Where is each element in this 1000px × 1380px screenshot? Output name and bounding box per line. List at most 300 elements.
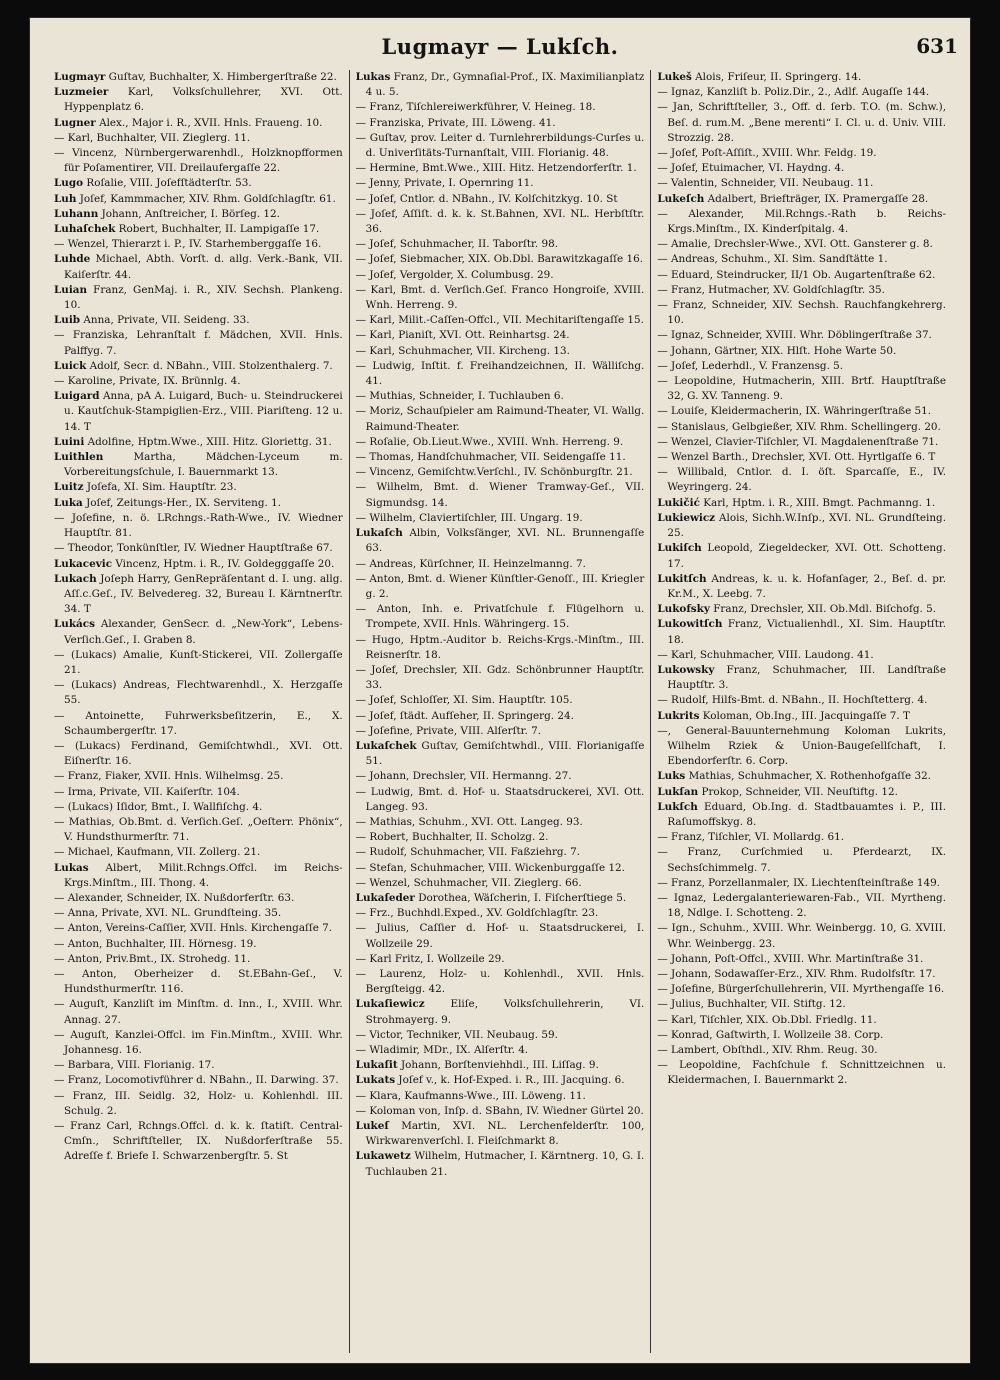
directory-entry [657, 283, 946, 298]
directory-entry [657, 967, 946, 982]
directory-entry [54, 1089, 343, 1119]
entry-details: — Wenzel, Schuhmacher, VII. Zieglerg. 66. [355, 876, 582, 889]
entry-details: — Rudolf, Hilfs-Bmt. d. NBahn., II. Hochſtetterg. 4. [657, 694, 928, 707]
directory-entry [356, 450, 645, 465]
directory-entry [657, 404, 946, 419]
entry-details: Mathias, Schuhmacher, X. Rothenhofgaſſe 32. [685, 770, 931, 783]
entry-surname: Luigard [54, 390, 100, 403]
entry-details: — Anton, Inh. e. Privatſchule f. Flügelhorn u. Trompete, XVII. Hnls. Währingerg. 15. [355, 603, 645, 631]
entry-details: — Roſalie, Ob.Lieut.Wwe., XVIII. Wnh. Herreng. 9. [355, 435, 624, 448]
directory-entry [54, 1028, 343, 1058]
entry-details: — Klara, Kaufmanns-Wwe., III. Löweng. 11. [355, 1089, 586, 1102]
entry-details: — Andreas, Kürſchner, II. Heinzelmanng. 7. [355, 557, 586, 570]
directory-entry [356, 480, 645, 510]
entry-details: — Johann, Sodawaſſer-Erz., XIV. Rhm. Rudolfsſtr. 17. [657, 967, 936, 980]
entry-details: — Mathias, Schuhm., XVI. Ott. Langeg. 93. [355, 815, 583, 828]
directory-entry [657, 876, 946, 891]
directory-entry [54, 891, 343, 906]
entry-surname: Luhaſchek [54, 223, 116, 236]
directory-entry [54, 648, 343, 678]
directory-entry [657, 252, 946, 267]
entry-details: — Karoline, Private, IX. Brünnlg. 4. [54, 375, 241, 388]
entry-details: — Franz, Schneider, XIV. Sechsh. Rauchfangkehrerg. 10. [657, 299, 947, 327]
directory-entry [54, 252, 343, 282]
entry-details: Alois, Friſeur, II. Springerg. 14. [691, 71, 862, 83]
directory-entry [356, 633, 645, 663]
directory-entry [356, 252, 645, 267]
entry-details: — Leopoldine, Hutmacherin, XIII. Brtf. Hauptſtraße 32, G. XV. Tanneng. 9. [657, 375, 947, 403]
entry-details: — Leopoldine, Fachſchule f. Schnittzeichnen u. Kleidermachen, I. Bauernmarkt 2. [657, 1059, 947, 1087]
entry-surname: Lukach [54, 572, 97, 585]
directory-entry [356, 1104, 645, 1119]
directory-entry [657, 420, 946, 435]
directory-entry [54, 572, 343, 618]
directory-entry [356, 526, 645, 556]
directory-entry [657, 1058, 946, 1088]
entry-details: — Ludwig, Inſtit. f. Freihandzeichnen, II. Wälliſchg. 41. [355, 359, 645, 388]
directory-entry [54, 435, 343, 450]
directory-entry [657, 1043, 946, 1058]
directory-entry [54, 845, 343, 860]
entry-surname: Luian [54, 283, 88, 296]
directory-entry [356, 967, 645, 997]
entry-surname: Luh [54, 192, 77, 205]
directory-entry [657, 298, 946, 328]
entry-details: — Wilhelm, Bmt. d. Wiener Tramway-Geſ., VII. Sigmundsg. 14. [355, 481, 645, 509]
entry-details: Alois, Sichh.W.Inſp., XVI. NL. Grundſteing. 25. [667, 511, 947, 540]
directory-entry [54, 222, 343, 237]
entry-details: Franz, Victualienhdl., XI. Sim. Hauptſtr. 18. [667, 618, 947, 646]
column-1 [48, 70, 349, 1353]
directory-entry [657, 268, 946, 283]
directory-entry [356, 876, 645, 891]
directory-entry [657, 800, 946, 830]
entry-surname: Lukſan [657, 785, 699, 798]
entry-details: Karl, Volksſchullehrer, XVI. Ott. Hyppenplatz 6. [64, 86, 343, 114]
entry-details: — Joſefine, n. ö. LRchngs.-Rath-Wwe., IV. Wiedner Hauptſtr. 81. [54, 511, 343, 540]
page-header [30, 34, 970, 64]
entry-details: Alex., Major i. R., XVII. Hnls. Fraueng. 10. [95, 116, 323, 129]
directory-entry [54, 541, 343, 556]
directory-entry [54, 952, 343, 967]
directory-entry [54, 192, 343, 207]
entry-details: Joſef v., k. Hof-Exped. i. R., III. Jacquing. 6. [395, 1074, 625, 1087]
entry-details: — Muthias, Schneider, I. Tuchlauben 6. [355, 390, 564, 403]
directory-entry [657, 359, 946, 374]
entry-details: — Joſef, Cntlor. d. NBahn., IV. Kolſchitzkyg. 10. St [355, 192, 618, 205]
entry-surname: Luini [54, 435, 85, 448]
directory-entry [356, 724, 645, 739]
directory-entry [356, 192, 645, 207]
entry-details: — Hermine, Bmt.Wwe., XIII. Hitz. Hetzendorferſtr. 1. [355, 162, 637, 175]
entry-details: — Franziska, Private, III. Löweng. 41. [355, 116, 556, 129]
entry-details: Anna, pA A. Luigard, Buch- u. Steindruckerei u. Kautſchuk-Stampiglien-Erz., VIII. Piariſteng. 12 u. 14. T [64, 390, 343, 433]
directory-entry [657, 952, 946, 967]
directory-entry [54, 450, 343, 480]
entry-surname: Luzmeier [54, 86, 109, 99]
entry-details: — Theodor, Tonkünſtler, IV. Wiedner Hauptſtraße 67. [54, 542, 333, 555]
entry-details: — Joſef, Lederhdl., V. Franzensg. 5. [657, 359, 844, 372]
entry-details: Joſefa, XI. Sim. Hauptſtr. 23. [83, 481, 237, 494]
entry-details: — Johann, Poſt-Offcl., XVIII. Whr. Martinſtraße 31. [657, 952, 924, 965]
directory-entry [657, 100, 946, 146]
entry-details: — Thomas, Handſchuhmacher, VII. Seidengaſſe 11. [355, 451, 626, 464]
entry-details: — Konrad, Gaſtwirth, I. Wollzeile 38. Corp. [657, 1028, 884, 1041]
directory-entry [356, 693, 645, 708]
directory-entry [54, 480, 343, 495]
entry-details: — Karl, Buchhalter, VII. Zieglerg. 11. [54, 131, 251, 144]
entry-details: — Robert, Buchhalter, II. Scholzg. 2. [355, 831, 549, 844]
entry-details: — Anton, Bmt. d. Wiener Künſtler-Genoſſ., III. Kriegler g. 2. [355, 572, 645, 600]
entry-details: — Louiſe, Kleidermacherin, IX. Währingerſtraße 51. [657, 405, 932, 418]
entry-details: Wilhelm, Hutmacher, I. Kärntnerg. 10, G. I. Tuchlauben 21. [365, 1150, 645, 1178]
directory-entry [356, 845, 645, 860]
directory-entry [657, 830, 946, 845]
entry-surname: Lukitſch [657, 572, 707, 585]
entry-details: — Wenzel Barth., Drechsler, XVI. Ott. Hyrtlgaſſe 6. T [657, 451, 936, 464]
directory-entry [657, 192, 946, 207]
entry-details: — (Lukacs) Amalie, Kunſt-Stickerei, VII. Zollergaſſe 21. [54, 648, 343, 676]
entry-details: — Ign., Schuhm., XVIII. Whr. Weinbergg. 10, G. XVIII. Whr. Weinbergg. 23. [657, 922, 947, 950]
entry-details: — Frz., Buchhdl.Exped., XV. Goldſchlagſtr. 23. [355, 907, 599, 920]
entry-details: Michael, Abth. Vorſt. d. allg. Verk.-Bank, VII. Kaiſerſtr. 44. [64, 253, 343, 281]
directory-entry [657, 693, 946, 708]
entry-details: — Joſef, Etuimacher, VI. Haydng. 4. [657, 162, 845, 175]
directory-entry [657, 648, 946, 663]
entry-details: Franz, Dr., Gymnaſial-Prof., IX. Maximilianplatz 4 u. 5. [365, 71, 645, 99]
directory-entry [356, 1149, 645, 1179]
directory-entry [657, 237, 946, 252]
entry-details: — Joſef, Poſt-Aſſiſt., XVIII. Whr. Feldg. 19. [657, 147, 877, 160]
directory-entry [657, 982, 946, 997]
entry-details: — Andreas, Schuhm., XI. Sim. Sandſtätte 1. [657, 253, 888, 266]
entry-details: — Wenzel, Thierarzt i. P., IV. Starhemberggaſſe 16. [54, 238, 322, 251]
entry-details: — Victor, Techniker, VII. Neubaug. 59. [355, 1028, 558, 1041]
entry-details: Joſef, Zeitungs-Her., IX. Serviteng. 1. [82, 496, 282, 509]
directory-entry [356, 268, 645, 283]
directory-entry [356, 663, 645, 693]
entry-details: — Franz, Hutmacher, XV. Goldſchlagſtr. 35. [657, 283, 885, 296]
entry-details: — Franziska, Lehranſtalt f. Mädchen, XVII. Hnls. Palffyg. 7. [54, 329, 343, 357]
directory-entry [657, 146, 946, 161]
entry-details: — Joſefine, Bürgerſchullehrerin, VII. Myrthengaſſe 16. [657, 983, 945, 996]
directory-entry [54, 374, 343, 389]
directory-entry [356, 739, 645, 769]
directory-entry [356, 906, 645, 921]
directory-entry [356, 572, 645, 602]
entry-details: Guſtav, Buchhalter, X. Himbergerſtraße 22. [105, 71, 337, 83]
entry-details: — Mathias, Ob.Bmt. d. Verſich.Geſ. „Oeſterr. Phönix“, V. Hundsthurmerſtr. 71. [54, 815, 343, 844]
entry-details: — Irma, Private, VII. Kaiſerſtr. 104. [54, 785, 240, 798]
entry-details: — Joſef, Vergolder, X. Columbusg. 29. [355, 268, 554, 281]
directory-entry [356, 785, 645, 815]
directory-entry [54, 785, 343, 800]
directory-entry [54, 1119, 343, 1165]
entry-details: Vincenz, Hptm. i. R., IV. Goldegggaſſe 20. [112, 557, 335, 570]
directory-entry [657, 496, 946, 511]
directory-entry [54, 557, 343, 572]
directory-entry [356, 557, 645, 572]
entry-details: Alexander, GenSecr. d. „New-York“, Lebens-Verſich.Geſ., I. Graben 8. [64, 618, 343, 646]
column-2 [349, 70, 651, 1353]
entry-details: — Joſef, Schloſſer, XI. Sim. Hauptſtr. 105. [355, 694, 573, 707]
entry-details: — Moriz, Schauſpieler am Raimund-Theater, VI. Wallg. Raimund-Theater. [355, 405, 645, 433]
entry-details: — Stefan, Schuhmacher, VIII. Wickenburggaſſe 12. [355, 861, 625, 874]
entry-details: — Laurenz, Holz- u. Kohlenhdl., XVII. Hnls. Bergſteigg. 42. [355, 967, 645, 996]
directory-entry [657, 785, 946, 800]
directory-entry [356, 131, 645, 161]
directory-entry [54, 800, 343, 815]
directory-entry [356, 344, 645, 359]
entry-surname: Luhde [54, 253, 91, 266]
directory-entry [54, 328, 343, 358]
entry-surname: Lukaſiewicz [355, 998, 425, 1011]
directory-entry [657, 207, 946, 237]
directory-entry [54, 967, 343, 997]
entry-details: — (Lukacs) Iſidor, Bmt., I. Wallfiſchg. 4. [54, 800, 263, 813]
directory-entry [54, 237, 343, 252]
entry-surname: Lukrits [657, 709, 700, 722]
directory-entry [54, 207, 343, 222]
entry-details: Roſalie, VIII. Joſefſtädterſtr. 53. [83, 177, 252, 190]
entry-details: — Joſef, Drechsler, XII. Gdz. Schönbrunner Hauptſtr. 33. [355, 663, 645, 692]
entry-details: Joſef, Kammmacher, XIV. Rhm. Goldſchlagſtr. 61. [76, 192, 336, 205]
directory-entry [356, 1058, 645, 1073]
entry-details: — Anna, Private, XVI. NL. Grundſteing. 35. [54, 907, 282, 920]
entry-details: — Ignaz, Schneider, XVIII. Whr. Döblingerſtraße 37. [657, 329, 932, 342]
directory-entry [54, 176, 343, 191]
directory-entry [657, 572, 946, 602]
directory-entry [657, 617, 946, 647]
entry-details: — Vincenz, Nürnbergerwarenhdl., Holzknopfformen für Poſamentirer, VII. Dreilaufergaſſe 22. [54, 147, 343, 175]
entry-surname: Lukeſ [355, 1120, 389, 1133]
directory-entry [54, 861, 343, 891]
entry-surname: Lukacevic [54, 557, 113, 570]
entry-details: — (Lukacs) Andreas, Flechtwarenhdl., X. Herzgaſſe 55. [54, 679, 343, 707]
directory-entry [54, 617, 343, 647]
entry-details: — Wilhelm, Claviertiſchler, III. Ungarg. 19. [355, 511, 583, 524]
directory-entry [657, 161, 946, 176]
entry-details: — Ignaz, Kanzliſt b. Poliz.Dir., 2., Adlf. Augaſſe 144. [657, 86, 930, 99]
entry-details: Prokop, Schneider, VII. Neuſtiftg. 12. [698, 785, 898, 798]
directory-entry [54, 85, 343, 115]
directory-entry [54, 739, 343, 769]
entry-details: — Karl, Tiſchler, XIX. Ob.Dbl. Friedlg. 11. [657, 1013, 877, 1026]
directory-entry [657, 1028, 946, 1043]
directory-entry [356, 404, 645, 434]
directory-page [30, 18, 970, 1363]
entry-surname: Luka [54, 496, 83, 509]
entry-details: — Michael, Kaufmann, VII. Zollerg. 21. [54, 846, 261, 859]
entry-details: — Ignaz, Ledergalanteriewaren-Fab., VII. Myrtheng. 18, Ndlge. I. Schotteng. 2. [657, 891, 947, 920]
entry-details: — Karl Fritz, I. Wollzeile 29. [355, 952, 505, 965]
entry-details: — Anton, Oberheizer d. St.EBahn-Geſ., V. Hundsthurmerſtr. 116. [54, 967, 343, 996]
entry-details: — Johann, Gärtner, XIX. Hlſt. Hohe Warte 50. [657, 344, 897, 357]
directory-entry [356, 1043, 645, 1058]
directory-entry [657, 450, 946, 465]
directory-entry [356, 359, 645, 389]
entry-details: Robert, Buchhalter, II. Lampigaſſe 17. [115, 223, 320, 236]
directory-entry [356, 861, 645, 876]
entry-details: — Lambert, Obſthdl., XIV. Rhm. Reug. 30. [657, 1044, 878, 1056]
entry-details: — Julius, Buchhalter, VII. Stiftg. 12. [657, 998, 846, 1011]
entry-details: — Stanislaus, Gelbgießer, XIV. Rhm. Schellingerg. 20. [657, 420, 941, 433]
directory-entry [54, 709, 343, 739]
entry-surname: Luithlen [54, 451, 104, 464]
entry-surname: Lukſch [657, 800, 698, 813]
directory-entry [356, 237, 645, 252]
entry-surname: Lukas [54, 861, 89, 874]
directory-entry [54, 131, 343, 146]
directory-entry [356, 921, 645, 951]
entry-details: — Karl, Milit.-Caſſen-Offcl., VII. Mechitariſtengaſſe 15. [355, 314, 644, 327]
directory-entry [356, 830, 645, 845]
entry-surname: Lugmayr [54, 71, 106, 83]
entry-surname: Lukaſchek [355, 739, 417, 752]
entry-surname: Lukawetz [355, 1150, 411, 1163]
entry-details: — Wladimir, MDr., IX. Alſerſtr. 4. [355, 1044, 529, 1056]
entry-details: — Jenny, Private, I. Opernring 11. [355, 177, 534, 190]
entry-details: Guſtav, Gemiſchtwhdl., VIII. Florianigaſſe 51. [365, 739, 645, 768]
directory-entry [54, 769, 343, 784]
directory-entry [356, 952, 645, 967]
entry-details: — Joſef, Siebmacher, XIX. Ob.Dbl. Barawitzkagaſſe 16. [355, 253, 643, 266]
directory-entry [54, 116, 343, 131]
directory-entry [657, 541, 946, 571]
entry-surname: Lugo [54, 177, 84, 190]
directory-entry [657, 663, 946, 693]
entry-surname: Lukács [54, 618, 95, 631]
entry-surname: Lukiſch [657, 542, 702, 555]
directory-entry [54, 815, 343, 845]
entry-surname: Luks [657, 770, 686, 783]
directory-entry [54, 359, 343, 374]
directory-entry [54, 146, 343, 176]
directory-entry [356, 1119, 645, 1149]
directory-entry [54, 70, 343, 85]
directory-entry [54, 937, 343, 952]
directory-entry [657, 465, 946, 495]
entry-details: — Franz, Tiſchler, VI. Mollardg. 61. [657, 831, 845, 844]
directory-entry [657, 891, 946, 921]
entry-details: Joſeph Harry, GenRepräſentant d. I. ung. allg. Aſſ.c.Geſ., IV. Belvedereg. 32, Bureau I. Kärntnerſtr. 34. T [64, 572, 343, 616]
entry-details: —, General-Bauunternehmung Koloman Lukrits, Wilhelm Rziek & Union-Baugeſellſchaft, I. Ebendorferſtr. 6. Corp. [657, 724, 947, 768]
entry-surname: Luib [54, 314, 81, 327]
entry-details: Martha, Mädchen-Lyceum m. Vorbereitungsſchule, I. Bauernmarkt 13. [64, 451, 343, 479]
entry-details: — Auguſt, Kanzliſt im Minſtm. d. Inn., I., XVIII. Whr. Annag. 27. [54, 998, 343, 1026]
directory-entry [356, 511, 645, 526]
entry-details: — Karl, Bmt. d. Verſich.Geſ. Franco Hongroiſe, XVIII. Wnh. Herreng. 9. [355, 283, 645, 312]
entry-details: Eduard, Ob.Ing. d. Stadtbauamtes i. P., III. Raſumoffskyg. 8. [667, 800, 947, 828]
directory-entry [356, 1028, 645, 1043]
entry-details: — Johann, Drechsler, VII. Hermanng. 27. [355, 770, 572, 783]
entry-details: — Joſef, ſtädt. Aufſeher, II. Springerg. 24. [355, 709, 574, 722]
entry-details: — Wenzel, Clavier-Tiſchler, VI. Magdalenenſtraße 71. [657, 435, 939, 448]
entry-details: — Julius, Caſſier d. Hof- u. Staatsdruckerei, I. Wollzeile 29. [355, 922, 645, 950]
entry-details: Andreas, k. u. k. Hofanſager, 2., Beſ. d. pr. Kr.M., X. Leebg. 7. [667, 572, 947, 600]
directory-entry [356, 389, 645, 404]
directory-entry [356, 207, 645, 237]
entry-surname: Luitz [54, 481, 84, 494]
entry-surname: Luhann [54, 207, 99, 220]
directory-entry [356, 815, 645, 830]
entry-details: — Auguſt, Kanzlei-Offcl. im Fin.Minſtm., XVIII. Whr. Johannesg. 16. [54, 1028, 343, 1056]
entry-details: Dorothea, Wäſcherin, I. Fiſcherſtiege 5. [414, 891, 627, 904]
entry-details: — Karl, Schuhmacher, VIII. Laudong. 41. [657, 648, 874, 661]
directory-entry [356, 161, 645, 176]
entry-details: Martin, XVI. NL. Lerchenfelderſtr. 100, Wirkwarenverſchl. I. Fleiſchmarkt 8. [365, 1120, 645, 1148]
entry-details: — Franz, Locomotivführer d. NBahn., II. Darwing. 37. [54, 1074, 339, 1087]
column-3 [650, 70, 952, 1353]
entry-surname: Lukičić [657, 496, 700, 509]
entry-surname: Lukeſch [657, 192, 705, 205]
directory-entry [356, 70, 645, 100]
directory-entry [54, 1073, 343, 1088]
running-title: Lugmayr — Lukſch. [381, 34, 619, 59]
entry-details: Adolfine, Hptm.Wwe., XIII. Hitz. Gloriettg. 31. [84, 435, 332, 448]
entry-details: — Rudolf, Schuhmacher, VII. Faßziehrg. 7. [355, 846, 581, 859]
entry-details: — (Lukacs) Ferdinand, Gemiſchtwhdl., XVI. Ott. Eiſnerſtr. 16. [54, 739, 343, 768]
directory-entry [356, 997, 645, 1027]
entry-details: — Antoinette, Fuhrwerksbeſitzerin, E., X. Schaumbergerſtr. 17. [54, 709, 343, 737]
directory-entry [356, 313, 645, 328]
directory-entry [657, 176, 946, 191]
entry-surname: Lukaſch [355, 527, 403, 540]
entry-surname: Luick [54, 359, 87, 372]
entry-details: — Karl, Pianiſt, XVI. Ott. Reinhartsg. 24. [355, 329, 570, 342]
page-number: 631 [916, 34, 958, 58]
entry-details: Franz, Drechsler, XII. Ob.Mdl. Biſchofg. 5. [709, 603, 937, 616]
entry-details: — Valentin, Schneider, VII. Neubaug. 11. [657, 177, 874, 190]
directory-entry [54, 511, 343, 541]
entry-details: — Franz, Fiaker, XVII. Hnls. Wilhelmsg. 25. [54, 770, 284, 783]
entry-details: — Joſef, Aſſiſt. d. k. k. St.Bahnen, XVI. NL. Herbſtſtr. 36. [355, 207, 645, 236]
entry-details: Albert, Milit.Rchngs.Offcl. im Reichs-Krgs.Minſtm., III. Thong. 4. [64, 861, 343, 889]
directory-entry [356, 769, 645, 784]
entry-details: — Karl, Schuhmacher, VII. Kircheng. 13. [355, 344, 570, 357]
directory-entry [657, 997, 946, 1012]
entry-details: Eliſe, Volksſchullehrerin, VI. Strohmayerg. 9. [365, 998, 645, 1026]
entry-details: Anna, Private, VII. Seideng. 33. [80, 314, 250, 327]
directory-entry [356, 1073, 645, 1088]
entry-details: — Eduard, Steindrucker, II/1 Ob. Augartenſtraße 62. [657, 268, 936, 281]
directory-entry [657, 85, 946, 100]
entry-details: — Anton, Vereins-Caſſier, XVII. Hnls. Kirchengaſſe 7. [54, 922, 333, 935]
entry-details: — Franz, III. Seidlg. 32, Holz- u. Kohlenhdl. III. Schulg. 2. [54, 1089, 343, 1117]
directory-entry [356, 891, 645, 906]
entry-surname: Lukowitſch [657, 618, 723, 631]
directory-entry [657, 709, 946, 724]
entry-details: Karl, Hptm. i. R., XIII. Bmgt. Pachmanng. 1. [699, 496, 936, 509]
entry-details: — Franz, Curſchmied u. Pferdearzt, IX. Sechsſchimmelg. 7. [657, 846, 947, 874]
entry-details: — Anton, Buchhalter, III. Hörnesg. 19. [54, 937, 257, 950]
entry-details: — Koloman von, Inſp. d. SBahn, IV. Wiedner Gürtel 20. [355, 1104, 644, 1117]
entry-details: — Joſefine, Private, VIII. Alſerſtr. 7. [355, 724, 542, 737]
entry-surname: Lukas [355, 71, 391, 83]
entry-details: — Guſtav, prov. Leiter d. Turnlehrerbildungs-Curſes u. d. Univerſitäts-Turnanſtalt, VIII. Florianig. 48. [355, 131, 645, 160]
directory-entry [356, 602, 645, 632]
entry-details: — Alexander, Schneider, IX. Nußdorferſtr. 63. [54, 891, 295, 904]
directory-entry [657, 70, 946, 85]
directory-entry [356, 100, 645, 115]
columns [48, 70, 952, 1353]
entry-surname: Lukeš [657, 71, 692, 83]
entry-surname: Lukowsky [657, 663, 715, 676]
entry-details: Johann, Anſtreicher, I. Börſeg. 12. [98, 207, 280, 220]
entry-surname: Lukaſeder [355, 891, 415, 904]
directory-entry [356, 435, 645, 450]
entry-details: — Willibald, Cntlor. d. I. öſt. Sparcaſſe, E., IV. Weyringerg. 24. [657, 466, 947, 494]
